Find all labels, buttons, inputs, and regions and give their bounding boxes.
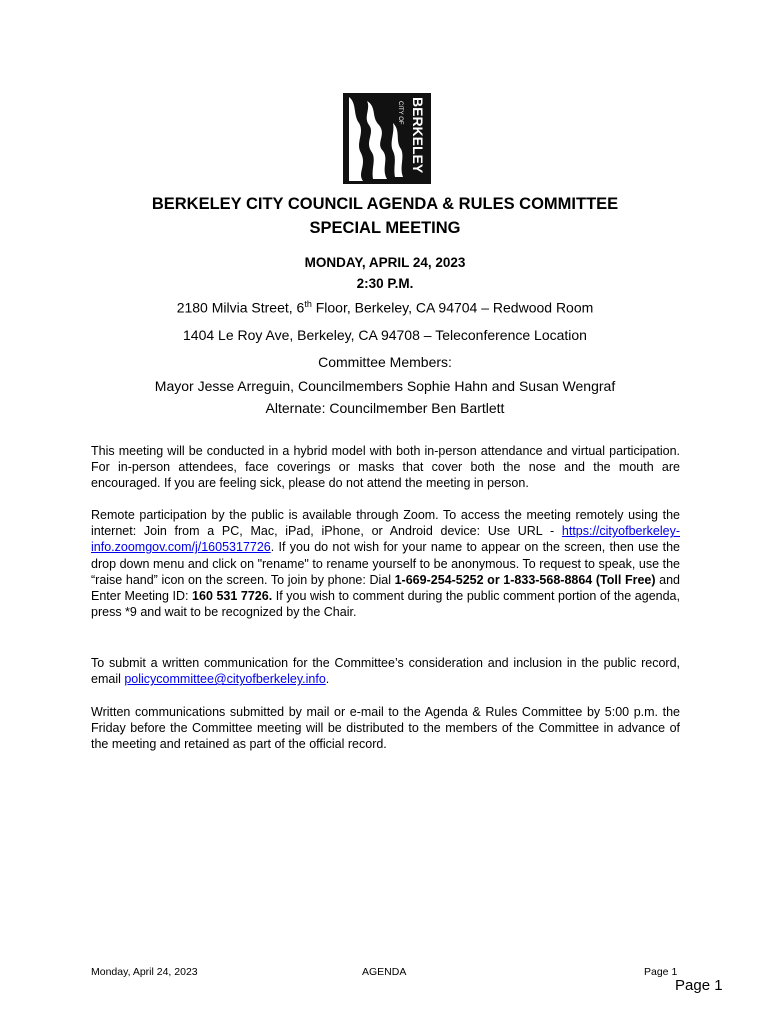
footer-page: Page 1 xyxy=(644,966,678,978)
teleconference-location: 1404 Le Roy Ave, Berkeley, CA 94708 – Teleconference Location xyxy=(183,327,587,343)
footer-date: Monday, April 24, 2023 xyxy=(91,966,198,978)
hybrid-meeting-paragraph: This meeting will be conducted in a hybrid model with both in-person attendance and virtual participation. For in-person attendees, face coverings or masks that cover both the nose and the mouth are encouraged. If you are feeling sick, please do not attend the meeting in person. xyxy=(91,444,680,491)
written-communication-paragraph: To submit a written communication for the Committee’s consideration and inclusion in the public record, email policycommittee@cityofberkeley.info. xyxy=(91,656,680,687)
meeting-subtitle: SPECIAL MEETING xyxy=(309,219,461,237)
footer-agenda-label: AGENDA xyxy=(362,966,407,978)
meeting-title: BERKELEY CITY COUNCIL AGENDA & RULES COMMITTEE xyxy=(151,195,619,213)
berkeley-logo-icon xyxy=(343,93,431,184)
phone-numbers: 1-669-254-5252 or 1-833-568-8864 (Toll Free) xyxy=(394,572,656,587)
page-number: Page 1 xyxy=(675,977,723,994)
meeting-id: 160 531 7726. xyxy=(192,589,273,604)
committee-members: Mayor Jesse Arreguin, Councilmembers Sophie Hahn and Susan Wengraf xyxy=(154,378,616,394)
deadline-paragraph: Written communications submitted by mail or e-mail to the Agenda & Rules Committee by 5:00 p.m. the Friday before the Committee meeting will be distributed to the members of the Committee in advance of the meeting and retained as part of the official record. xyxy=(91,705,680,752)
zoom-meeting-link[interactable]: https://cityofberkeley-info.zoomgov.com/j/1605317726 xyxy=(91,524,680,555)
committee-alternate: Alternate: Councilmember Ben Bartlett xyxy=(265,400,505,416)
meeting-time: 2:30 P.M. xyxy=(356,276,414,291)
primary-location: 2180 Milvia Street, 6th Floor, Berkeley, CA 94704 – Redwood Room xyxy=(176,299,594,316)
svg-text:CITY OF: CITY OF xyxy=(397,101,403,125)
city-of-berkeley-logo xyxy=(343,93,431,184)
meeting-date: MONDAY, APRIL 24, 2023 xyxy=(304,255,466,270)
committee-heading: Committee Members: xyxy=(318,354,452,370)
svg-text:BERKELEY: BERKELEY xyxy=(410,97,426,174)
committee-email-link[interactable]: policycommittee@cityofberkeley.info xyxy=(124,672,326,687)
remote-participation-paragraph: Remote participation by the public is available through Zoom. To access the meeting remotely using the internet: Join from a PC, Mac, iPad, iPhone, or Android device: Use URL - https://cityofberkeley-info.zoomgov.com/j/1605317726. If you do not wish for your name to appear on the screen, then use the drop down menu and click on "rename" to rename yourself to be anonymous. To request to speak, use the “raise hand” icon on the screen. To join by phone: Dial 1-669-254-5252 or 1-833-568-8864 (Toll Free) and Enter Meeting ID: 160 531 7726. If you wish to comment during the public comment portion of the agenda, press *9 and wait to be recognized by the Chair. xyxy=(91,508,680,620)
